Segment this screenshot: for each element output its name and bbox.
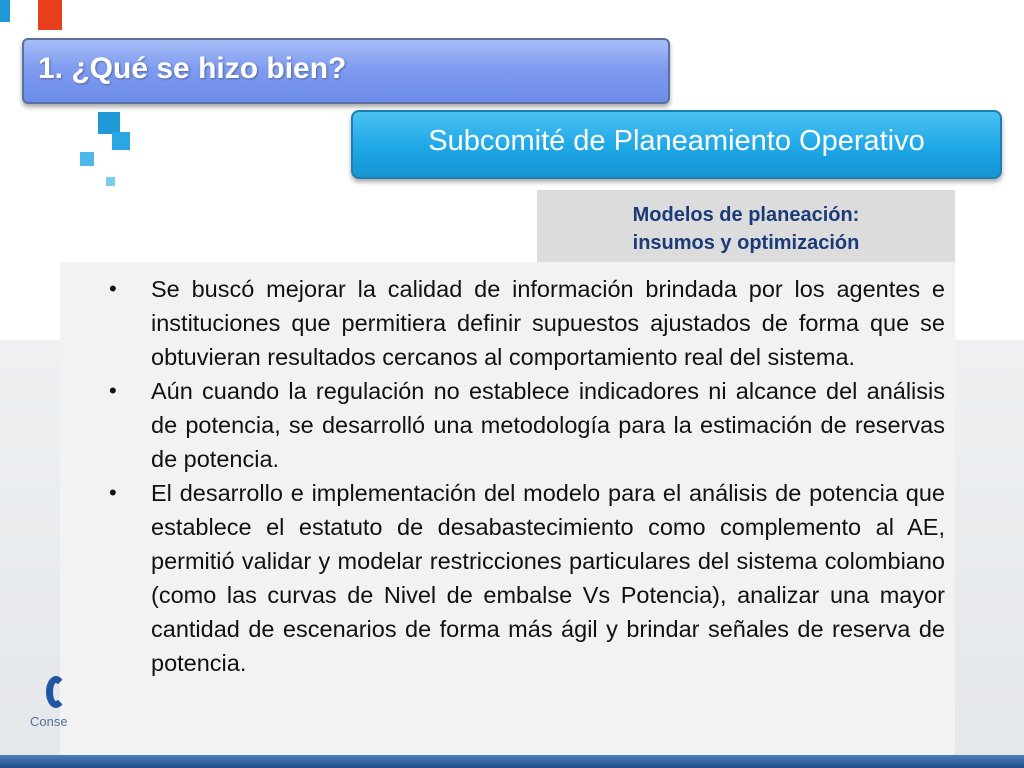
section-header-text xyxy=(537,201,955,257)
bullet-item xyxy=(105,476,945,680)
logo-text-fragment: Conse xyxy=(30,714,68,729)
decor-square-blue xyxy=(80,152,94,166)
logo-c-icon xyxy=(46,676,66,708)
bullet-dot-icon: • xyxy=(109,480,117,505)
section-header-box xyxy=(537,190,955,262)
decor-square-red xyxy=(38,0,62,30)
decor-square-blue xyxy=(98,112,120,134)
decor-square-blue xyxy=(0,0,10,22)
slide-title: 1. ¿Qué se hizo bien? xyxy=(38,52,347,85)
bullet-text: Se buscó mejorar la calidad de información brindada por los agentes e instituciones que permitiera definir supuestos ajustados de forma que se obtuvieran resultados cercanos al comportamiento real del sistema. xyxy=(151,276,945,370)
title-bar xyxy=(22,38,670,104)
bullet-item xyxy=(105,272,945,374)
decor-square-blue xyxy=(106,177,115,186)
section-header-line-1: Modelos de planeación: xyxy=(632,204,860,226)
decor-square-blue xyxy=(112,132,130,150)
subtitle-bar xyxy=(351,110,1002,179)
content-box xyxy=(60,262,955,755)
bullet-dot-icon: • xyxy=(109,378,117,403)
bullet-dot-icon: • xyxy=(109,276,117,301)
section-header-line-2: insumos y optimización xyxy=(632,232,860,254)
bullet-item xyxy=(105,374,945,476)
bullet-list xyxy=(105,272,945,680)
bullet-text: El desarrollo e implementación del modelo para el análisis de potencia que establece el estatuto de desabastecimiento como complemento al AE, permitió validar y modelar restricciones particulares del sistema colombiano (como las curvas de Nivel de embalse Vs Potencia), analizar una mayor cantidad de escenarios de forma más ágil y brindar señales de reserva de potencia. xyxy=(151,480,945,676)
bullet-text: Aún cuando la regulación no establece indicadores ni alcance del análisis de potencia, se desarrolló una metodología para la estimación de reservas de potencia. xyxy=(151,378,945,472)
bottom-bar xyxy=(0,755,1024,768)
slide-subtitle: Subcomité de Planeamiento Operativo xyxy=(428,125,925,157)
